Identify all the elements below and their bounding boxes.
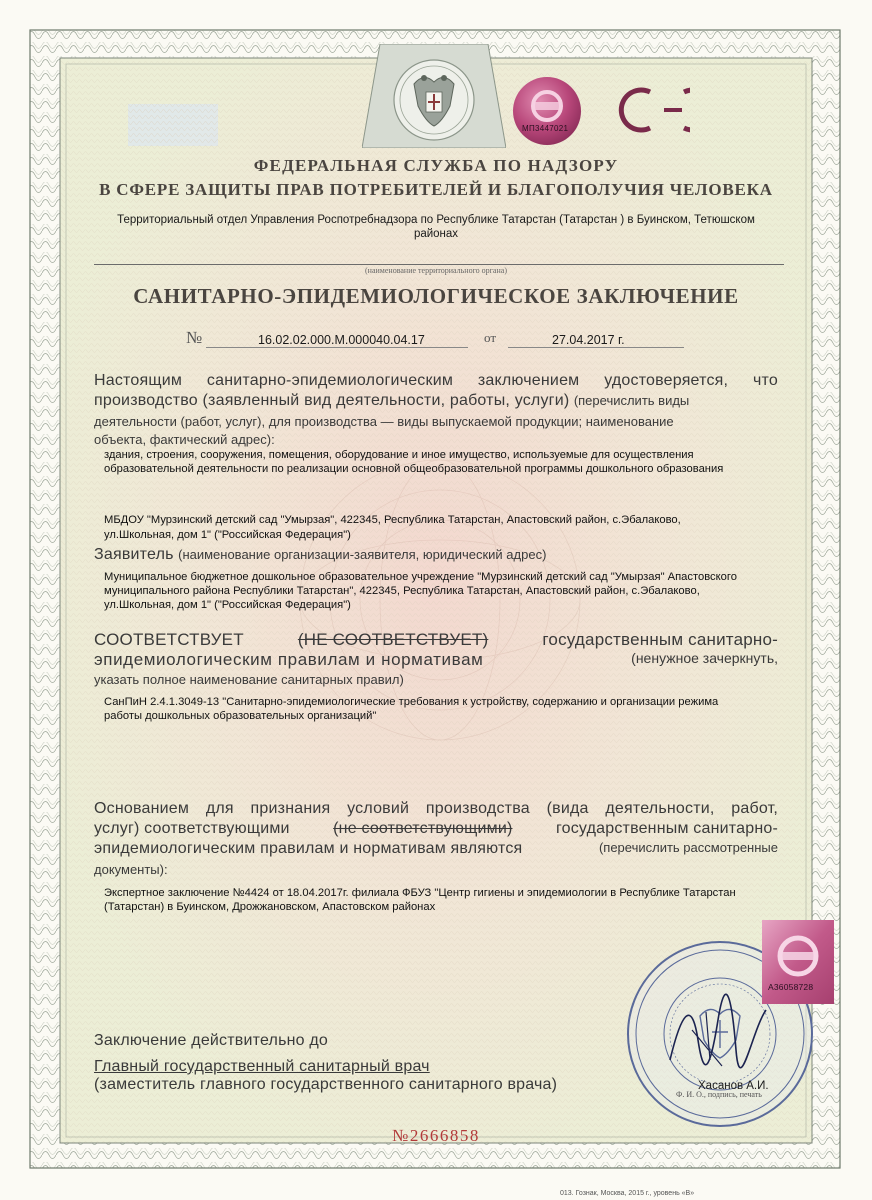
territorial-body-line2: районах xyxy=(413,228,459,240)
hologram-bottom-code: А36058728 xyxy=(768,982,814,992)
basis-line4: документы): xyxy=(94,862,168,877)
applicant-label-main: Заявитель xyxy=(94,546,174,563)
basis-value-line1: Экспертное заключение №4424 от 18.04.2017г. филиала ФБУЗ "Центр гигиены и эпидемиологии в Республике Татарстан xyxy=(104,887,736,899)
serial-number: №2666858 xyxy=(392,1126,480,1145)
signatory-name: Хасанов А.И. xyxy=(698,1080,769,1092)
territorial-underline xyxy=(94,264,784,265)
applicant-value-line3: ул.Школьная, дом 1" ("Российская Федерация") xyxy=(104,599,351,611)
ce-mark-icon xyxy=(614,86,690,134)
subject-address-line2: ул.Школьная, дом 1" ("Российская Федерация") xyxy=(104,529,351,541)
conformity-line2 xyxy=(94,650,778,670)
territorial-body xyxy=(110,213,762,241)
subject-value-line1: здания, строения, сооружения, помещения, оборудование и иное имущество, используемые для осуществления xyxy=(104,449,694,461)
conformity-value-line2: работы дошкольных образовательных организаций" xyxy=(104,710,377,722)
subject-intro-line2-main: производство (заявленный вид деятельности, работы, услуги) xyxy=(94,392,570,409)
basis-line3-main: эпидемиологическим правилам и нормативам являются xyxy=(94,840,523,857)
certificate-number: 16.02.02.000.М.000040.04.17 xyxy=(258,333,425,347)
basis-line2 xyxy=(94,820,778,838)
number-underline xyxy=(206,347,468,348)
signatory-title: Главный государственный санитарный врач xyxy=(94,1058,430,1075)
basis-line2-struck: (не соответствующими) xyxy=(333,820,513,837)
hologram-code: МП3447021 xyxy=(522,124,569,133)
subject-intro-line2-hint: (перечислить виды xyxy=(573,393,690,408)
signatory-deputy-title: (заместитель главного государственного санитарного врача) xyxy=(94,1076,558,1093)
subject-intro-line4: объекта, фактический адрес): xyxy=(94,432,275,447)
certificate-date: 27.04.2017 г. xyxy=(552,333,625,347)
conformity-line3: указать полное наименование санитарных правил) xyxy=(94,672,404,687)
basis-line3 xyxy=(94,840,778,858)
applicant-value-line1: Муниципальное бюджетное дошкольное образовательное учреждение "Мурзинский детский сад "Умырзая" Апастовского xyxy=(104,571,737,583)
rospotrebnadzor-emblem-icon xyxy=(362,44,506,148)
basis-value-line2: (Татарстан) в Буинском, Дрожжановском, Апастовском районах xyxy=(104,901,436,913)
conformity-status-struck: (НЕ СООТВЕТСТВУЕТ) xyxy=(297,630,489,649)
territorial-caption: (наименование территориального органа) xyxy=(365,266,507,275)
document-title: САНИТАРНО-ЭПИДЕМИОЛОГИЧЕСКОЕ ЗАКЛЮЧЕНИЕ xyxy=(133,284,739,308)
date-label: от xyxy=(484,330,497,345)
basis-line1: Основанием для признания условий производства (вида деятельности, работ, xyxy=(94,800,778,817)
conformity-line2-main: эпидемиологическим правилам и нормативам xyxy=(94,650,484,669)
territorial-body-line1: Территориальный отдел Управления Роспотребнадзора по Республике Татарстан (Татарстан ) в Буинском, Тетюшском xyxy=(117,214,755,226)
agency-title-line2: В СФЕРЕ ЗАЩИТЫ ПРАВ ПОТРЕБИТЕЛЕЙ И БЛАГОПОЛУЧИЯ ЧЕЛОВЕКА xyxy=(99,180,773,199)
agency-title-line1: ФЕДЕРАЛЬНАЯ СЛУЖБА ПО НАДЗОРУ xyxy=(253,156,619,175)
signature-icon xyxy=(662,990,772,1080)
applicant-label xyxy=(94,546,546,564)
subject-intro-line3: деятельности (работ, услуг), для производства — виды выпускаемой продукции; наименование xyxy=(94,414,674,429)
basis-line2-a: услуг) соответствующими xyxy=(94,820,290,837)
subject-value-line2: образовательной деятельности по реализации основной общеобразовательной программы дошкольного образования xyxy=(104,463,724,475)
conformity-value-line1: СанПиН 2.4.1.3049-13 "Санитарно-эпидемиологические требования к устройству, содержанию и организации режима xyxy=(104,696,719,708)
signature-caption: Ф. И. О., подпись, печать xyxy=(676,1090,762,1099)
hologram-bottom-icon xyxy=(762,920,834,1004)
validity-label: Заключение действительно до xyxy=(94,1032,329,1049)
conformity-line1 xyxy=(94,630,778,650)
basis-line3-hint: (перечислить рассмотренные xyxy=(598,840,778,855)
conformity-status: СООТВЕТСТВУЕТ xyxy=(94,630,244,649)
applicant-label-hint: (наименование организации-заявителя, юридический адрес) xyxy=(178,547,547,562)
subject-intro-line2 xyxy=(94,392,778,410)
subject-intro-line1: Настоящим санитарно-эпидемиологическим заключением удостоверяется, что xyxy=(94,372,778,389)
basis-line2-c: государственным санитарно- xyxy=(555,820,778,837)
applicant-value-line2: муниципального района Республики Татарстан", 422345, Республика Татарстан, Апастовский район, с.Эбалаково, xyxy=(104,585,700,597)
subject-address-line1: МБДОУ "Мурзинский детский сад "Умырзая", 422345, Республика Татарстан, Апастовский район, с.Эбалаково, xyxy=(104,514,681,526)
conformity-line2-hint: (ненужное зачеркнуть, xyxy=(631,650,778,666)
printer-footnote: 013. Гознак, Москва, 2015 г., уровень «В» xyxy=(560,1190,695,1197)
conformity-line1-tail: государственным санитарно- xyxy=(542,630,778,649)
date-underline xyxy=(508,347,684,348)
hologram-icon xyxy=(512,76,582,146)
number-label: № xyxy=(186,328,203,347)
